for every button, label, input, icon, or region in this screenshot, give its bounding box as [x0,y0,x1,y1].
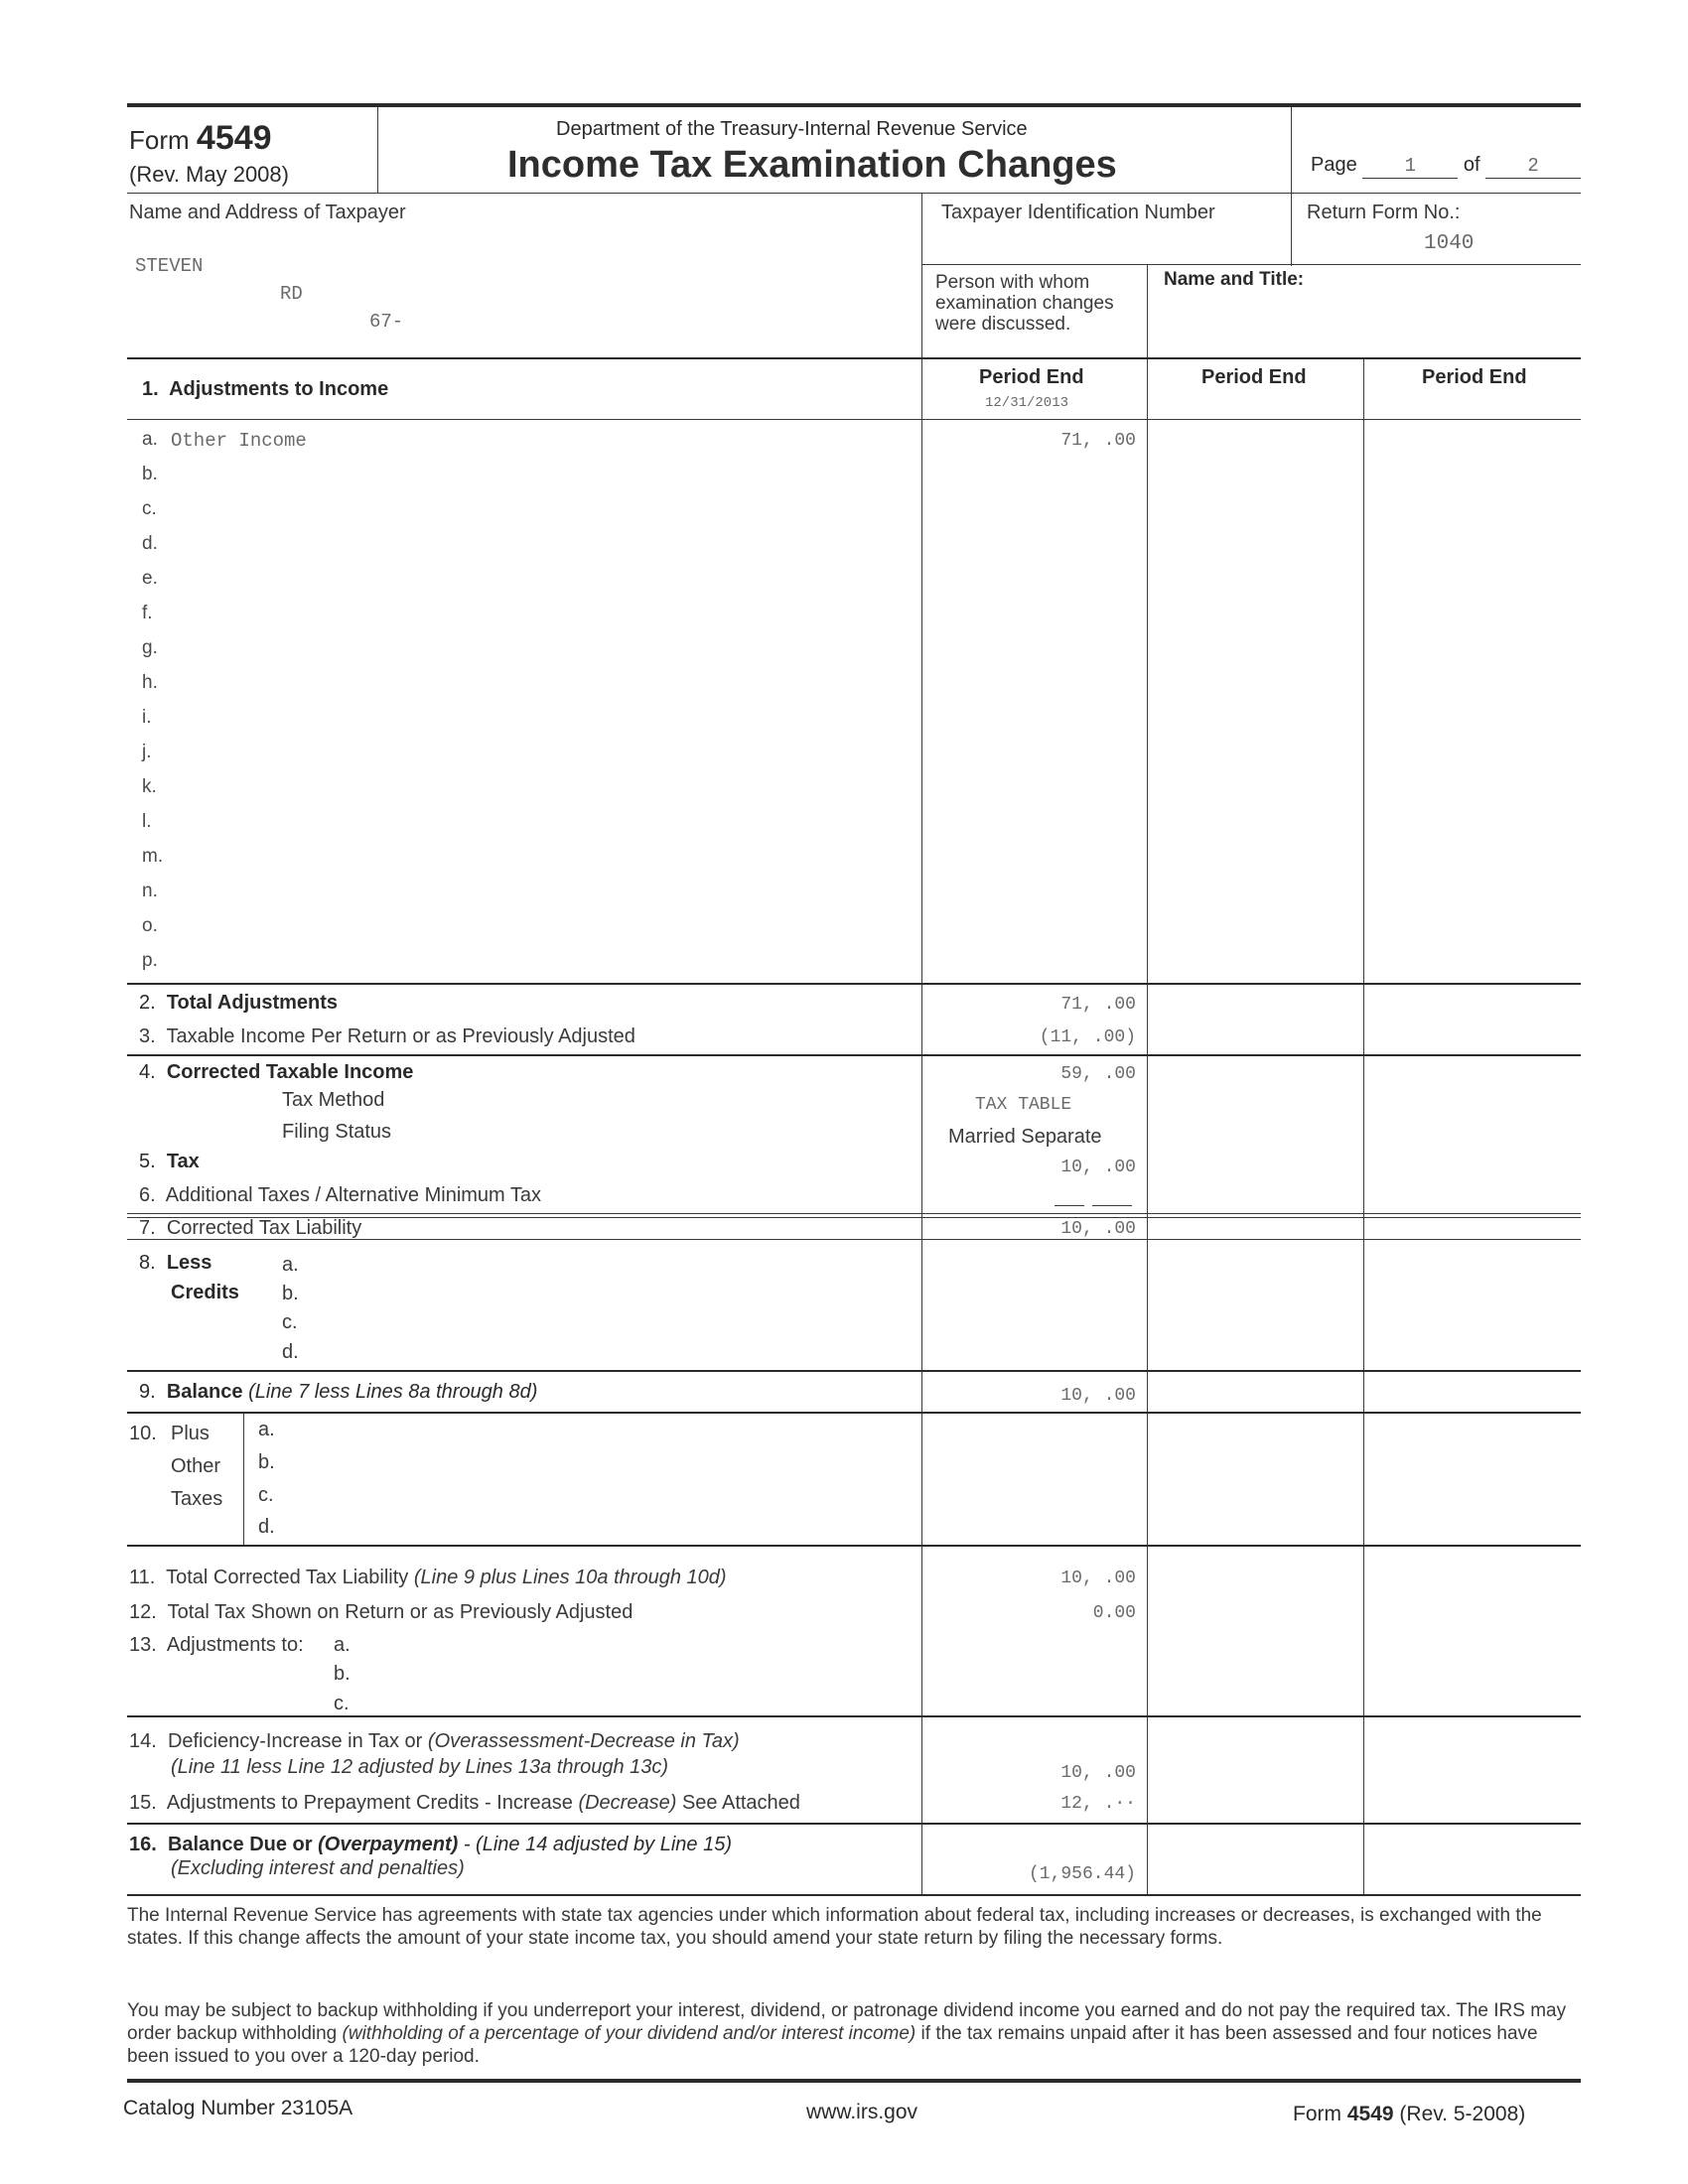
line-15-amount: 12, .·· [1060,1794,1136,1814]
adj-to-letter: b. [334,1663,351,1685]
page-total: 2 [1485,154,1581,179]
line-15: 15. Adjustments to Prepayment Credits - Increase (Decrease) See Attached [129,1792,800,1814]
adj-letter: d. [142,533,158,554]
line-2: 2. Total Adjustments [139,992,339,1014]
period-end-3: Period End [1422,366,1527,388]
line-12: 12. Total Tax Shown on Return or as Previously Adjusted [129,1601,633,1623]
line-5: 5. Tax [139,1151,200,1172]
line-5-amount: 10, .00 [1060,1158,1136,1177]
line-9-amount: 10, .00 [1060,1386,1136,1406]
taxpayer-address-line1: RD [280,283,303,305]
adjustments-title: 1. Adjustments to Income [142,378,389,400]
adj-to-letter: a. [334,1634,351,1656]
return-form-value: 1040 [1424,232,1475,255]
taxpayer-address-line2: 67- [369,311,404,333]
line-3-amount: (11, .00) [1039,1027,1136,1047]
line-10-other: Other [171,1455,221,1477]
adj-letter: i. [142,707,152,728]
adj-letter: j. [142,742,152,762]
line-16-amount: (1,956.44) [1028,1864,1136,1884]
line-11: 11. Total Corrected Tax Liability (Line 9 plus Lines 10a through 10d) [129,1567,727,1588]
credit-letter: d. [282,1341,299,1363]
line-7: 7. Corrected Tax Liability [139,1217,362,1239]
page-indicator: Page 1 of 2 [1311,153,1581,179]
form-title: Income Tax Examination Changes [507,144,1117,186]
state-agreement-notice: The Internal Revenue Service has agreements with state tax agencies under which information about federal tax, including increases or decreases, is exchanged with the states. If this change affects the amount of your state income tax, you should amend your state return by filing the necessary forms. [127,1905,1542,1949]
page-number: 1 [1362,154,1458,179]
line-4: 4. Corrected Taxable Income [139,1061,414,1083]
period-end-1: Period End [979,366,1084,388]
irs-website[interactable]: www.irs.gov [806,2101,918,2123]
adj-item-other-income: Other Income [171,430,307,452]
line-6: 6. Additional Taxes / Alternative Minimum Tax [139,1184,542,1206]
line-7-amount: 10, .00 [1060,1219,1136,1239]
other-tax-letter: d. [258,1516,275,1538]
other-tax-letter: a. [258,1419,275,1440]
line-2-amount: 71, .00 [1060,995,1136,1015]
adj-letter: a. [142,429,158,450]
tin-label: Taxpayer Identification Number [941,202,1215,223]
adj-letter: e. [142,568,158,589]
line-9: 9. Balance (Line 7 less Lines 8a through 8d) [139,1381,538,1403]
adj-letter: n. [142,881,158,901]
line-16-note: (Excluding interest and penalties) [171,1857,465,1879]
tax-method-value: TAX TABLE [975,1095,1072,1115]
other-tax-letter: b. [258,1451,275,1473]
adj-letter: f. [142,603,153,623]
taxpayer-name-label: Name and Address of Taxpayer [129,202,406,223]
adj-letter: p. [142,950,158,971]
adj-letter: c. [142,498,157,519]
line-11-amount: 10, .00 [1060,1569,1136,1588]
line-10-plus: Plus [171,1423,210,1444]
return-form-label: Return Form No.: [1307,202,1461,223]
credit-letter: b. [282,1283,299,1304]
adj-item-a-amount: 71, .00 [1060,431,1136,451]
form-prefix: Form [129,125,190,155]
catalog-number: Catalog Number 23105A [123,2097,353,2119]
adj-letter: g. [142,637,158,658]
line-4-amount: 59, .00 [1060,1064,1136,1084]
name-title-label: Name and Title: [1164,269,1305,290]
adj-letter: h. [142,672,158,693]
line-14: 14. Deficiency-Increase in Tax or (Overassessment-Decrease in Tax) [129,1730,740,1752]
line-10-num: 10. [129,1423,157,1444]
line-12-amount: 0.00 [1092,1603,1136,1623]
period-end-2: Period End [1201,366,1307,388]
adj-to-letter: c. [334,1693,350,1714]
line-14-note: (Line 11 less Line 12 adjusted by Lines 13a through 13c) [171,1756,669,1778]
form-number: 4549 [196,119,272,157]
adj-letter: k. [142,776,157,797]
line-3: 3. Taxable Income Per Return or as Previously Adjusted [139,1025,635,1047]
backup-withholding-notice: You may be subject to backup withholding if you underreport your interest, dividend, or patronage dividend income you earned and do not pay the required tax. The IRS may order backup withholding (withholding of a percentage of your dividend and/or interest income) if the tax remains unpaid after it has been assessed and four notices have been issued to you over a 120-day period. [127,2000,1567,2067]
taxpayer-name: STEVEN [135,255,204,277]
adj-letter: l. [142,811,152,832]
department-name: Department of the Treasury-Internal Revenue Service [556,118,1028,140]
credit-letter: a. [282,1254,299,1276]
filing-status-value: Married Separate [948,1126,1102,1148]
adj-letter: o. [142,915,158,936]
other-tax-letter: c. [258,1484,274,1506]
adj-letter: m. [142,846,164,867]
person-discussed-label: Person with whom examination changes were discussed. [935,272,1114,335]
tax-method-label: Tax Method [282,1089,385,1111]
period-date-1: 12/31/2013 [985,395,1069,411]
form-revision: (Rev. May 2008) [129,162,289,187]
line-16: 16. Balance Due or (Overpayment) - (Line 14 adjusted by Line 15) [129,1834,733,1855]
line-8-credits: Credits [171,1282,239,1303]
filing-status-label: Filing Status [282,1121,392,1143]
line-10-taxes: Taxes [171,1488,223,1510]
credit-letter: c. [282,1311,298,1333]
line-13: 13. Adjustments to: [129,1634,304,1656]
line-8: 8. Less [139,1252,212,1274]
adj-letter: b. [142,464,158,484]
line-14-amount: 10, .00 [1060,1763,1136,1783]
footer-form-id: Form 4549 (Rev. 5-2008) [1293,2103,1526,2125]
